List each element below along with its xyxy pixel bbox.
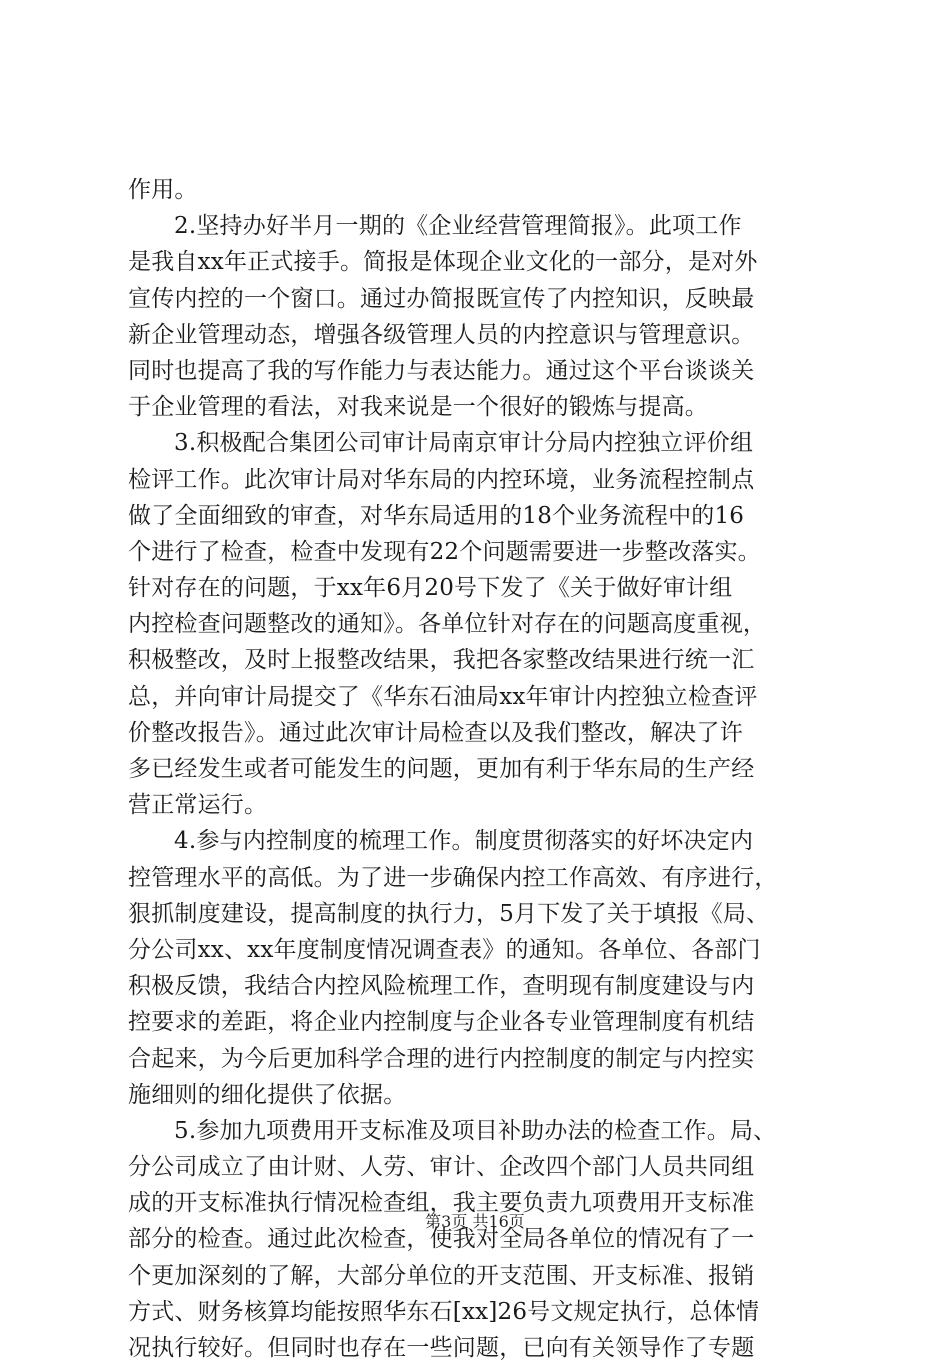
text-line: 营正常运行。	[128, 792, 268, 819]
text-line: 分公司xx、xx年度制度情况调查表》的通知。各单位、各部门	[128, 936, 761, 963]
text-line: 2.坚持办好半月一期的《企业经营管理简报》。此项工作	[174, 213, 742, 240]
text-line: 针对存在的问题，于xx年6月20号下发了《关于做好审计组	[128, 575, 733, 602]
text-line: 检评工作。此次审计局对华东局的内控环境，业务流程控制点	[128, 466, 755, 493]
text-line: 施细则的细化提供了依据。	[128, 1081, 407, 1108]
text-line: 控管理水平的高低。为了进一步确保内控工作高效、有序进行，	[128, 864, 778, 891]
text-line: 分公司成立了由计财、人劳、审计、企改四个部门人员共同组	[128, 1154, 755, 1181]
text-line: 合起来，为今后更加科学合理的进行内控制度的制定与内控实	[128, 1045, 755, 1072]
text-line: 内控检查问题整改的通知》。各单位针对存在的问题高度重视，	[128, 611, 767, 638]
text-line: 作用。	[128, 177, 198, 203]
text-line: 价整改报告》。通过此次审计局检查以及我们整改，解决了许	[128, 719, 743, 746]
text-line: 个进行了检查，检查中发现有22个问题需要进一步整改落实。	[128, 538, 761, 565]
text-line: 部分的检查。通过此次检查，使我对全局各单位的情况有了一	[128, 1226, 755, 1253]
text-line: 是我自xx年正式接手。简报是体现企业文化的一部分，是对外	[128, 249, 758, 276]
text-line: 个更加深刻的了解，大部分单位的开支范围、开支标准、报销	[128, 1262, 755, 1289]
text-line: 方式、财务核算均能按照华东石[xx]26号文规定执行，总体情	[128, 1298, 760, 1325]
text-line: 况执行较好。但同时也存在一些问题，已向有关领导作了专题	[128, 1335, 755, 1361]
text-line: 积极整改，及时上报整改结果，我把各家整改结果进行统一汇	[128, 647, 755, 674]
text-line: 做了全面细致的审查，对华东局适用的18个业务流程中的16	[128, 502, 745, 529]
text-line: 控要求的差距，将企业内控制度与企业各专业管理制度有机结	[128, 1009, 755, 1036]
document-body	[128, 172, 838, 1366]
text-line: 成的开支标准执行情况检查组，我主要负责九项费用开支标准	[128, 1190, 755, 1217]
text-line: 5.参加九项费用开支标准及项目补助办法的检查工作。局、	[174, 1117, 777, 1144]
text-line: 同时也提高了我的写作能力与表达能力。通过这个平台谈谈关	[128, 357, 755, 384]
text-line: 宣传内控的一个窗口。通过办简报既宣传了内控知识，反映最	[128, 285, 755, 312]
text-line: 4.参与内控制度的梳理工作。制度贯彻落实的好坏决定内	[174, 828, 754, 855]
text-line: 于企业管理的看法，对我来说是一个很好的锻炼与提高。	[128, 394, 708, 421]
page-number-footer: 第3页 共16页	[425, 1212, 525, 1231]
text-line: 新企业管理动态，增强各级管理人员的内控意识与管理意识。	[128, 321, 755, 348]
text-line: 狠抓制度建设，提高制度的执行力，5月下发了关于填报《局、	[128, 900, 770, 927]
text-line: 3.积极配合集团公司审计局南京审计分局内控独立评价组	[174, 430, 754, 457]
text-line: 积极反馈，我结合内控风险梳理工作，查明现有制度建设与内	[128, 973, 755, 1000]
text-line: 多已经发生或者可能发生的问题，更加有利于华东局的生产经	[128, 756, 755, 782]
text-line: 总，并向审计局提交了《华东石油局xx年审计内控独立检查评	[128, 683, 758, 710]
